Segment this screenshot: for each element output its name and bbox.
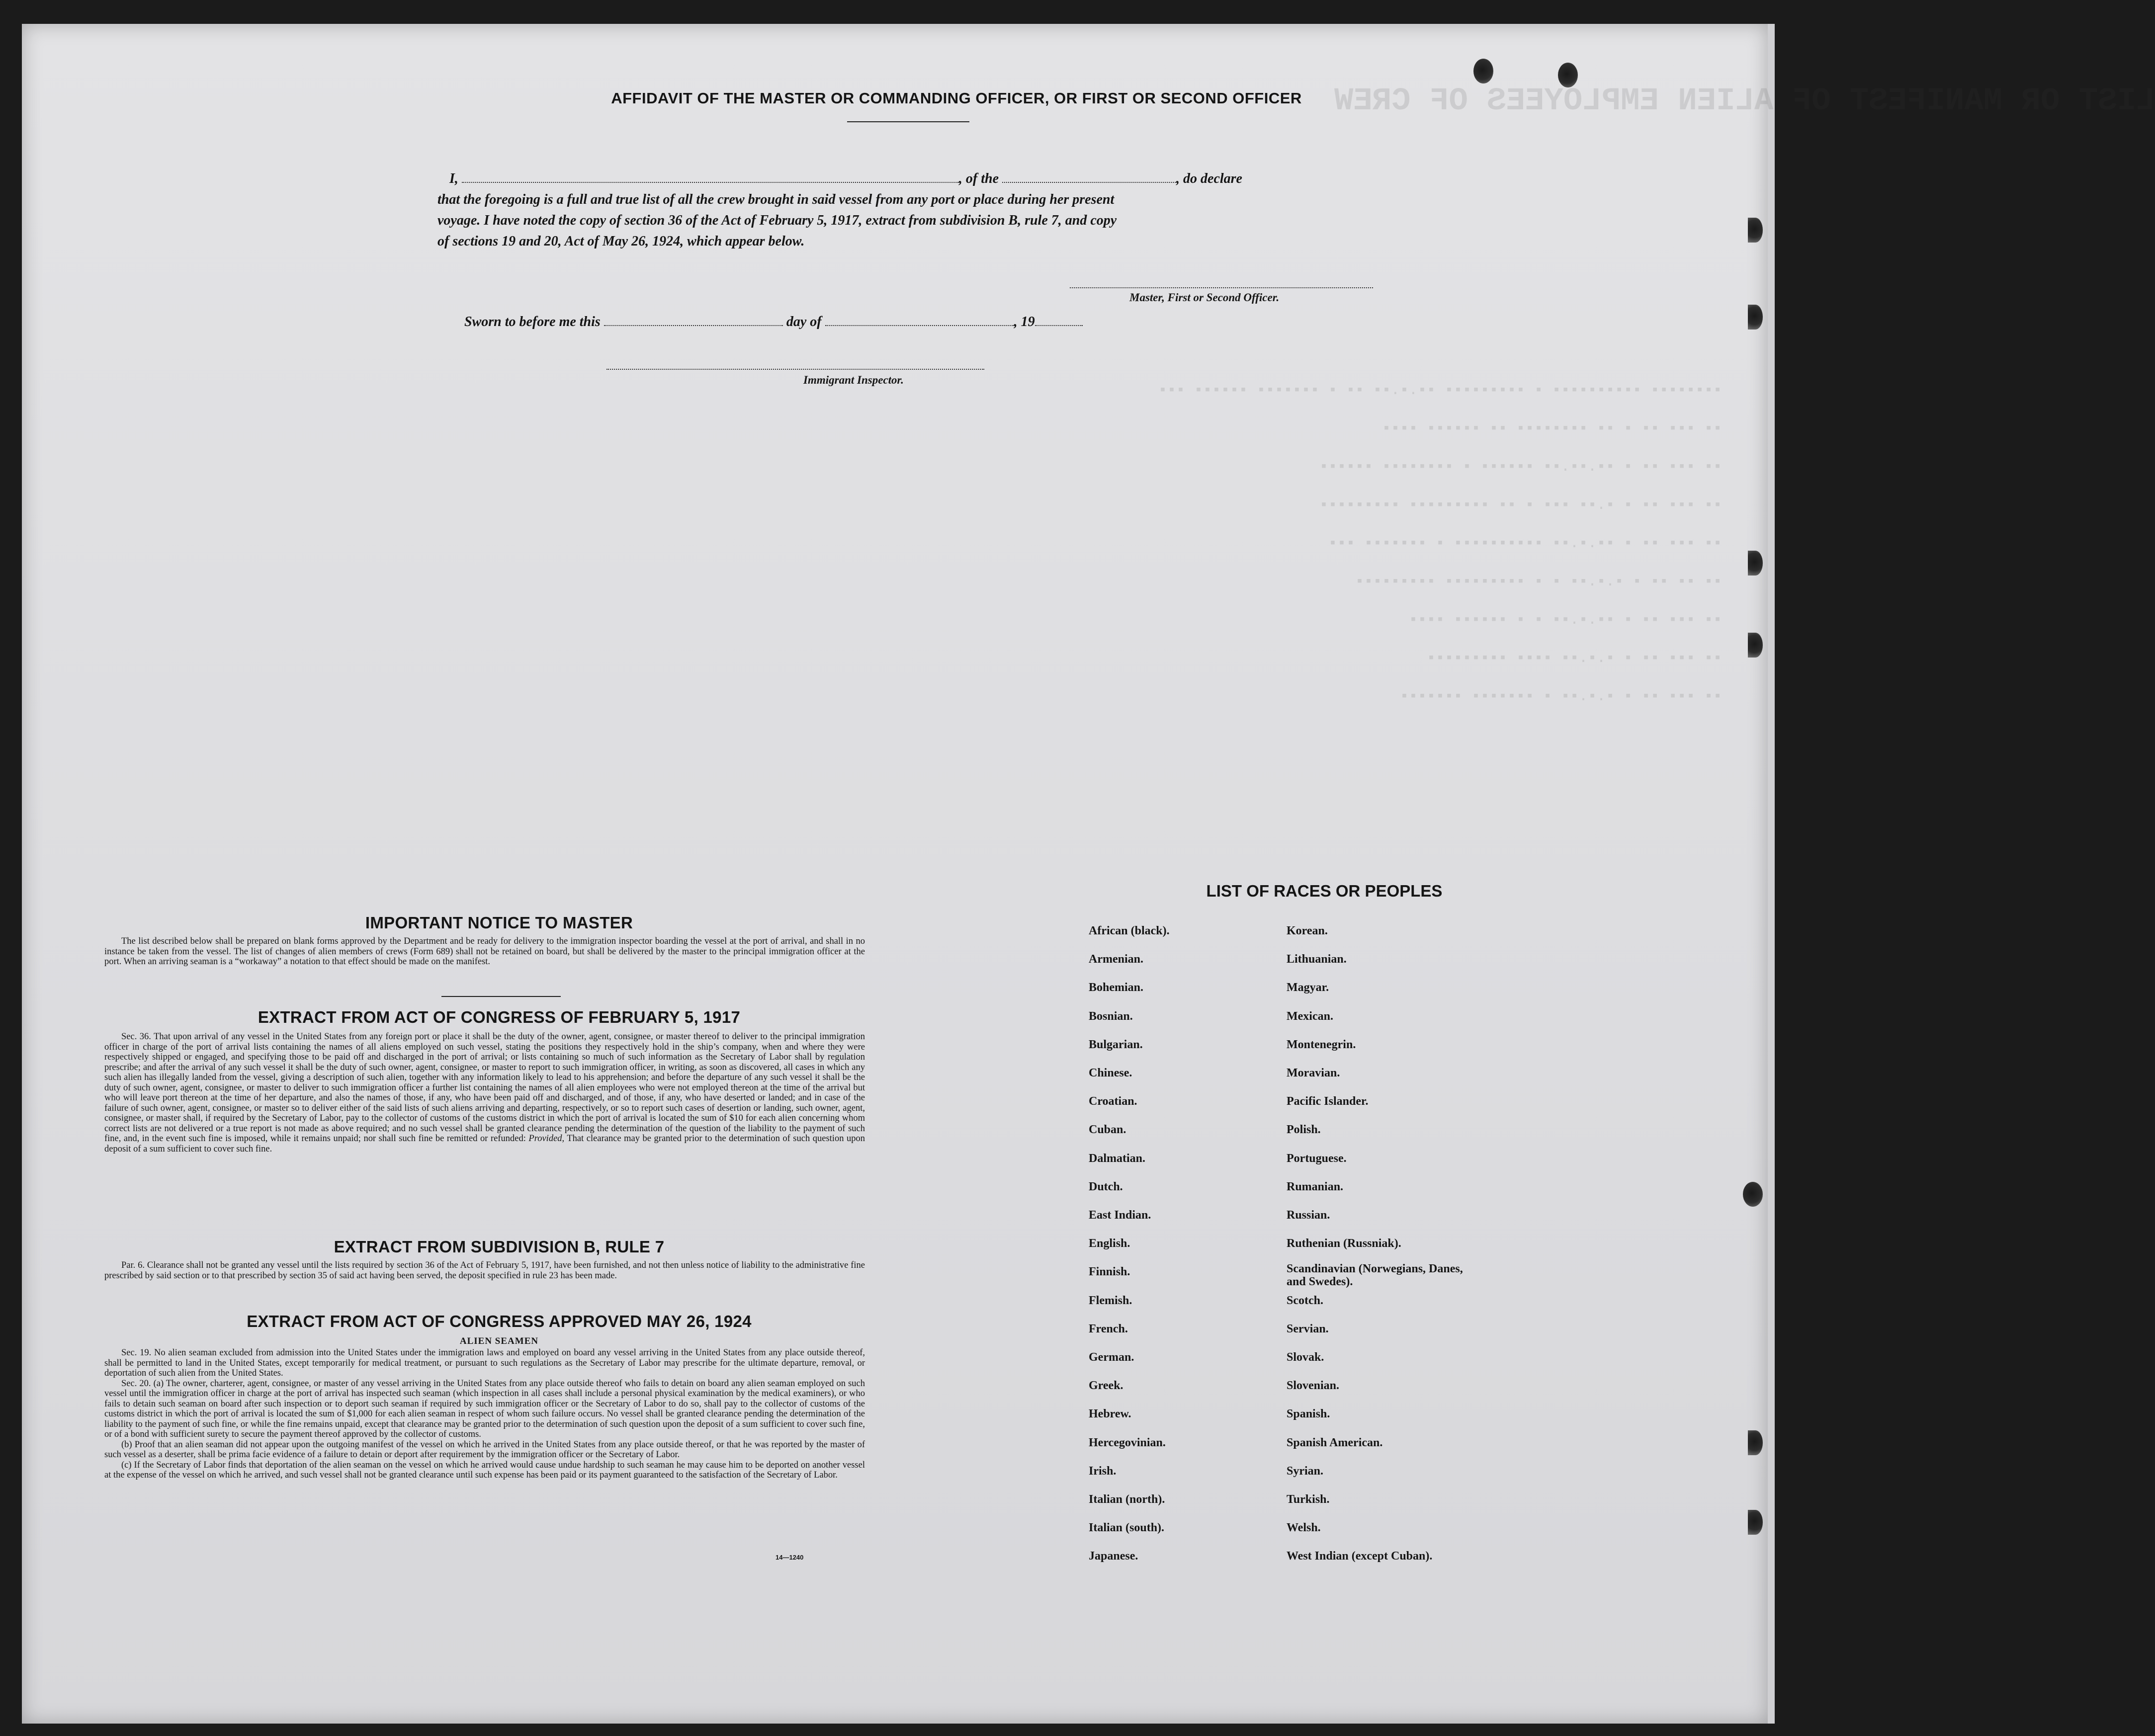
- vessel-blank[interactable]: [1002, 182, 1176, 183]
- sworn-day-blank[interactable]: [604, 325, 783, 326]
- notice-body: [104, 936, 865, 967]
- race-item: Dalmatian.: [1089, 1152, 1145, 1165]
- race-item: Irish.: [1089, 1465, 1117, 1478]
- sworn-line: [464, 312, 1083, 332]
- punch-hole-icon: [1748, 218, 1763, 243]
- sworn-before-label: Sworn to before me this: [464, 314, 601, 330]
- punch-hole-icon: [1748, 305, 1763, 330]
- race-item: Italian (north).: [1089, 1493, 1165, 1506]
- race-item: African (black).: [1089, 924, 1170, 937]
- race-item: Montenegrin.: [1287, 1038, 1356, 1051]
- punch-hole-icon: [1473, 59, 1493, 83]
- race-item: Hebrew.: [1089, 1407, 1131, 1420]
- race-item: Armenian.: [1089, 953, 1143, 966]
- race-item: Dutch.: [1089, 1180, 1123, 1193]
- race-item: Russian.: [1287, 1209, 1330, 1222]
- race-item: Welsh.: [1287, 1521, 1321, 1534]
- race-item: Korean.: [1287, 924, 1328, 937]
- master-signature-label: Master, First or Second Officer.: [1129, 291, 1280, 304]
- section-divider: [441, 996, 561, 997]
- race-item: Ruthenian (Russniak).: [1287, 1237, 1401, 1250]
- race-item: Moravian.: [1287, 1067, 1340, 1079]
- section-20b-paragraph: (b) Proof that an alien seaman did not appear upon the outgoing manifest of the vessel on which he arrived in the United States from any place outside thereof, or that he was reported by the master of such vessel as a deserter, shall be prima facie evidence of a failure to detain or deport after requirement by the immigration officer or the Secretary of Labor.: [104, 1439, 865, 1460]
- section-36-text-end: That clearance may be granted prior to the determination of such question upon deposit of a sum sufficient to cover such fine.: [104, 1134, 865, 1154]
- race-item: Bosnian.: [1089, 1010, 1133, 1023]
- race-item: Scotch.: [1287, 1294, 1323, 1307]
- provided-label: Provided,: [528, 1134, 565, 1144]
- race-item: Finnish.: [1089, 1265, 1130, 1278]
- punch-hole-icon: [1748, 1510, 1763, 1535]
- race-item: West Indian (except Cuban).: [1287, 1550, 1433, 1563]
- race-item: German.: [1089, 1351, 1134, 1364]
- section-20c-paragraph: (c) If the Secretary of Labor finds that deportation of the alien seaman on the vessel on which he arrived would cause undue hardship to such seaman he may cause him to be deported on another vessel at the expense of the vessel on which he arrived, and such vessel shall not be granted clearance until such expense has been paid or its payment guaranteed to the satisfaction of the Secretary of Labor.: [104, 1460, 865, 1480]
- race-item: English.: [1089, 1237, 1130, 1250]
- race-item: Flemish.: [1089, 1294, 1132, 1307]
- extract-1924-title: EXTRACT FROM ACT OF CONGRESS APPROVED MAY 26, 1924: [247, 1312, 752, 1330]
- inspector-label: Immigrant Inspector.: [803, 374, 904, 386]
- inspector-signature-line[interactable]: [606, 369, 984, 370]
- race-item: Servian.: [1287, 1323, 1329, 1335]
- affidavit-title: AFFIDAVIT OF THE MASTER OR COMMANDING OFFICER, OR FIRST OR SECOND OFFICER: [611, 89, 1302, 107]
- race-item: Hercegovinian.: [1089, 1436, 1166, 1449]
- race-item: Italian (south).: [1089, 1521, 1165, 1534]
- race-item: Bulgarian.: [1089, 1038, 1143, 1051]
- affidavit-declare: , do declare: [1176, 171, 1242, 186]
- race-item: Spanish.: [1287, 1407, 1330, 1420]
- extract-1917-title: EXTRACT FROM ACT OF CONGRESS OF FEBRUARY 5, 1917: [258, 1008, 741, 1026]
- affidavit-declaration-line: [434, 169, 1429, 189]
- race-item: Bohemian.: [1089, 981, 1144, 994]
- affidavit-line-4: of sections 19 and 20, Act of May 26, 1924, which appear below.: [437, 234, 805, 249]
- section-36-text: Sec. 36. That upon arrival of any vessel in the United States from any foreign port or place it shall be the duty of the owner, agent, consignee, or master thereof to deliver to the principal immigration officer in charge of the port of arrival lists containing the names of all aliens employed on such vessel, stating the positions they respectively hold in the ship’s company, when and where they were respectively shipped or engaged, and specifying those to be paid off and discharged in the port of arrival; or lists containing so much of such information as the Secretary of Labor shall by regulation prescribe; and after the arrival of any such vessel it shall be the duty of such owner, agent, consignee, or master to report to such immigration officer, in writing, as soon as discovered, all cases in which any such alien has illegally landed from the vessel, giving a description of such alien, together with any information likely to lead to his apprehension; and before the departure of any such vessel it shall be the duty of such owner, agent, consignee, or master to deliver to such immigration officer a further list containing the names of all alien employees who were not employed thereon at the time of the arrival but who will leave port thereon at the time of her departure, and also the names of those, if any, who have been paid off and discharged, and of those, if any, who have deserted or landed; and in case of the failure of such owner, agent, consignee, or master so to deliver either of the said lists of such aliens arriving and departing, respectively, or so to report such cases of desertion or landing, such owner, agent, consignee, or master shall, if required by the Secretary of Labor, pay to the collector of customs of the customs district in which the port of arrival is located the sum of $10 for each alien concerning whom correct lists are not delivered or a true report is not made as above required; and no such vessel shall be granted clearance pending the determination of the question of the liability to the payment of such fine, and, in the event such fine is imposed, while it remains unpaid; nor shall such fine be remitted or refunded:: [104, 1032, 865, 1144]
- sworn-year-blank[interactable]: [1035, 325, 1083, 326]
- name-blank[interactable]: [462, 182, 959, 183]
- races-title: LIST OF RACES OR PEOPLES: [1206, 882, 1443, 900]
- extract-1917-body: [104, 1032, 865, 1154]
- extract-rule7-body: [104, 1260, 865, 1281]
- bleed-through-heading: LIST OR MANIFEST OF ALIEN EMPLOYEES OF CREW: [1334, 83, 2155, 119]
- race-item: Croatian.: [1089, 1095, 1137, 1108]
- race-item: Scandinavian (Norwegians, Danes, and Swedes).: [1287, 1262, 1463, 1288]
- alien-seamen-subtitle: ALIEN SEAMEN: [459, 1336, 539, 1346]
- bleed-through-rows: ▪▪▪▪▪▪▪▪ ▪▪▪▪▪▪▪▪▪▪ ▪ ▪▪▪▪▪▪▪▪▪ ▪▪.▪.▪▪ ▪▪ ▪ ▪▪▪▪▪▪▪ ▪▪▪▪▪▪ ▪▪▪ ▪▪ ▪▪▪ ▪▪ ▪ ▪▪ ▪▪▪▪▪▪▪▪ ▪▪ ▪▪▪▪▪▪ ▪▪▪▪ ▪▪ ▪▪▪ ▪▪ ▪ ▪▪.▪▪.▪▪ ▪▪▪▪▪▪ ▪ ▪▪▪▪▪▪▪▪ ▪▪▪▪▪▪ ▪▪ ▪▪▪ ▪▪ ▪ ▪.▪▪ ▪▪▪ ▪ ▪▪ ▪▪▪▪▪▪▪▪▪ ▪▪▪▪▪▪▪▪▪ ▪▪ ▪▪▪ ▪▪ ▪ ▪▪.▪.▪▪ ▪▪▪▪▪▪▪▪▪▪ ▪ ▪▪▪▪▪▪▪ ▪▪▪ ▪▪ ▪▪ ▪▪ ▪ ▪.▪.▪▪ ▪ ▪ ▪▪▪▪▪▪▪▪▪ ▪▪▪▪▪▪▪▪▪ ▪▪ ▪▪▪ ▪▪ ▪ ▪▪.▪.▪▪ ▪ ▪ ▪▪▪▪▪▪ ▪▪▪▪ ▪▪ ▪▪▪ ▪▪ ▪ ▪.▪.▪▪ ▪▪▪▪ ▪▪▪▪▪▪▪▪▪ ▪▪ ▪▪▪ ▪▪ ▪ ▪.▪.▪▪ ▪ ▪▪▪▪▪▪▪ ▪▪▪▪▪▪▪: [1158, 382, 1722, 705]
- punch-hole-icon: [1748, 551, 1763, 576]
- title-divider: [847, 121, 969, 122]
- notice-paragraph: The list described below shall be prepared on blank forms approved by the Department and be ready for delivery to the immigration inspector boarding the vessel at the port of arrival, and shall in no instance be taken from the vessel. The list of changes of alien members of crews (Form 689) shall not be retained on board, but shall be delivered by the master to the principal immigration officer at the port. When an arriving seaman is a “workaway” a notation to that effect should be made on the manifest.: [104, 936, 865, 967]
- punch-hole-icon: [1743, 1182, 1763, 1207]
- race-item: Japanese.: [1089, 1550, 1138, 1563]
- extract-rule7-title: EXTRACT FROM SUBDIVISION B, RULE 7: [334, 1238, 665, 1256]
- year-prefix: , 19: [1014, 314, 1035, 330]
- race-item: Lithuanian.: [1287, 953, 1347, 966]
- affidavit-line-3: voyage. I have noted the copy of section 36 of the Act of February 5, 1917, extract from subdivision B, rule 7, and copy: [437, 213, 1117, 228]
- race-item: Magyar.: [1287, 981, 1329, 994]
- race-item: Spanish American.: [1287, 1436, 1383, 1449]
- race-item: Slovenian.: [1287, 1379, 1340, 1392]
- race-item: Slovak.: [1287, 1351, 1324, 1364]
- race-item: Mexican.: [1287, 1010, 1333, 1023]
- race-item: French.: [1089, 1323, 1128, 1335]
- race-item: Greek.: [1089, 1379, 1123, 1392]
- form-number: 14—1240: [776, 1554, 804, 1561]
- sworn-month-blank[interactable]: [825, 325, 1014, 326]
- affidavit-i: I,: [449, 171, 458, 186]
- race-item: Rumanian.: [1287, 1180, 1344, 1193]
- section-19-paragraph: Sec. 19. No alien seaman excluded from admission into the United States under the immigration laws and employed on board any vessel arriving in the United States from any place outside thereof, shall be permitted to land in the United States, except temporarily for medical treatment, or pursuant to such regulations as the Secretary of Labor may prescribe for the ultimate departure, removal, or deportation of such alien from the United States.: [104, 1348, 865, 1378]
- punch-hole-icon: [1748, 633, 1763, 658]
- affidavit-line-2: that the foregoing is a full and true list of all the crew brought in said vessel from any port or place during her present: [437, 192, 1115, 207]
- race-item: Polish.: [1287, 1123, 1321, 1136]
- race-item: Cuban.: [1089, 1123, 1126, 1136]
- paragraph-6: Par. 6. Clearance shall not be granted any vessel until the lists required by section 36 of the Act of February 5, 1917, have been furnished, and not then unless notice of liability to the administrative fine prescribed by said section or to that prescribed by section 35 of said act having been served, the deposit specified in rule 23 has been made.: [104, 1260, 865, 1281]
- race-item: East Indian.: [1089, 1209, 1151, 1222]
- section-20a-paragraph: Sec. 20. (a) The owner, charterer, agent, consignee, or master of any vessel arriving in the United States from any place outside thereof who fails to detain on board any alien seaman employed on such vessel until the immigration officer in charge at the port of arrival has inspected such seaman (which inspection in all cases shall include a personal physical examination by the medical examiners), or who fails to detain such seaman on board after such inspection or to deport such seaman if required by such immigration officer or the Secretary of Labor to do so, shall pay to the collector of customs of the customs district in which the port of arrival is located the sum of $1,000 for each alien seaman in respect of whom such failure occurs. No vessel shall be granted clearance pending the determination of the liability to the payment of such fine, or while the fine remains unpaid, except that clearance may be granted prior to the determination of such question upon the deposit of a sum sufficient to cover such fine, or of a bond with sufficient surety to secure the payment thereof approved by the collector of customs.: [104, 1378, 865, 1439]
- race-item: Syrian.: [1287, 1465, 1324, 1478]
- race-item: Pacific Islander.: [1287, 1095, 1369, 1108]
- race-item: Turkish.: [1287, 1493, 1330, 1506]
- master-signature-line[interactable]: [1070, 287, 1373, 288]
- punch-hole-icon: [1748, 1430, 1763, 1455]
- day-of-label: day of: [786, 314, 822, 330]
- section-36-paragraph: [104, 1032, 865, 1154]
- race-item: Portuguese.: [1287, 1152, 1347, 1165]
- affidavit-of-the: , of the: [958, 171, 999, 186]
- punch-hole-icon: [1558, 63, 1578, 87]
- document-page: [22, 24, 2155, 1724]
- race-item: Chinese.: [1089, 1067, 1132, 1079]
- notice-title: IMPORTANT NOTICE TO MASTER: [365, 913, 633, 932]
- extract-1924-body: [104, 1348, 865, 1481]
